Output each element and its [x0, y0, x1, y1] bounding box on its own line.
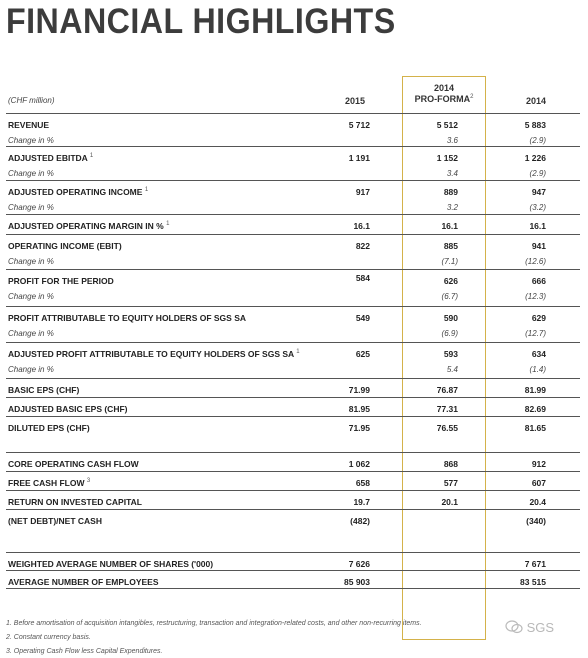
row-divider — [6, 552, 580, 553]
value-2014: 83 515 — [520, 577, 546, 587]
row-divider — [6, 397, 580, 398]
value-2014: 947 — [531, 187, 546, 197]
footnote-ref: 1 — [89, 153, 94, 160]
row-label-text: RETURN ON INVESTED CAPITAL — [8, 497, 142, 507]
value-2015: 7 626 — [348, 559, 370, 569]
footnote: 3. Operating Cash Flow less Capital Expenditures. — [6, 648, 163, 655]
row-label — [8, 497, 142, 507]
row-divider — [6, 471, 580, 472]
footnote-ref: 1 — [166, 221, 170, 228]
value-2014-proforma: 77.31 — [436, 404, 458, 414]
row-label — [8, 241, 122, 251]
row-divider — [6, 490, 580, 491]
row-divider — [6, 378, 580, 379]
footnote-ref: 1 — [296, 349, 300, 356]
value-2015: 658 — [355, 478, 370, 488]
value-2014-proforma: 76.55 — [436, 423, 458, 433]
row-divider — [6, 452, 580, 453]
row-divider — [6, 570, 580, 571]
change-2014: (12.6) — [525, 257, 546, 266]
change-label: Change in % — [8, 365, 54, 374]
row-label — [8, 221, 169, 231]
value-2014: 82.69 — [524, 404, 546, 414]
header-proforma-text: PRO-FORMA — [414, 94, 471, 104]
footnote: 1. Before amortisation of acquisition intangibles, restructuring, transaction and integration-related costs, and other non-recurring items. — [6, 620, 422, 627]
value-2014-proforma: 590 — [443, 313, 458, 323]
change-2014: (12.7) — [525, 329, 546, 338]
value-2015: 71.95 — [348, 423, 370, 433]
value-2014: 1 226 — [524, 153, 546, 163]
header-2014-proforma-label — [404, 94, 484, 104]
row-divider — [6, 306, 580, 307]
row-label-text: ADJUSTED EBITDA — [8, 153, 88, 163]
row-label — [8, 276, 114, 286]
value-2014: 912 — [531, 459, 546, 469]
value-2014: 666 — [531, 276, 546, 286]
value-2015: (482) — [350, 516, 370, 526]
change-2014-proforma: (6.7) — [441, 292, 458, 301]
value-2015: 625 — [355, 349, 370, 359]
row-label-text: ADJUSTED BASIC EPS (CHF) — [8, 404, 128, 414]
row-label-text: (NET DEBT)/NET CASH — [8, 516, 102, 526]
row-label-text: ADJUSTED OPERATING INCOME — [8, 187, 143, 197]
value-2015: 81.95 — [348, 404, 370, 414]
change-2014-proforma: 3.4 — [446, 169, 458, 178]
row-label-text: ADJUSTED OPERATING MARGIN IN % — [8, 221, 164, 231]
value-2014-proforma: 20.1 — [441, 497, 458, 507]
value-2015: 917 — [355, 187, 370, 197]
footnote: 2. Constant currency basis. — [6, 634, 91, 641]
change-2014-proforma: (6.9) — [441, 329, 458, 338]
value-2014: 941 — [531, 241, 546, 251]
value-2014: 20.4 — [529, 497, 546, 507]
value-2015: 5 712 — [348, 120, 370, 130]
value-2014-proforma: 593 — [443, 349, 458, 359]
row-label-text: FREE CASH FLOW — [8, 478, 85, 488]
row-label — [8, 577, 159, 587]
value-2015: 71.99 — [348, 385, 370, 395]
value-2014-proforma: 1 152 — [436, 153, 458, 163]
change-2014: (2.9) — [529, 169, 546, 178]
row-divider — [6, 509, 580, 510]
change-2014: (12.3) — [525, 292, 546, 301]
change-label: Change in % — [8, 292, 54, 301]
row-label — [8, 187, 148, 197]
value-2014: 5 883 — [524, 120, 546, 130]
header-2015: 2015 — [344, 96, 366, 106]
footnote-ref: 3 — [86, 478, 91, 485]
row-label — [8, 349, 300, 359]
value-2015: 16.1 — [353, 221, 370, 231]
change-2014: (3.2) — [529, 203, 546, 212]
wechat-icon — [505, 620, 523, 634]
change-label: Change in % — [8, 203, 54, 212]
value-2015: 549 — [355, 313, 370, 323]
row-divider — [6, 269, 580, 270]
value-2015: 584 — [355, 273, 370, 283]
header-2014: 2014 — [525, 96, 547, 106]
row-label — [8, 516, 102, 526]
value-2014-proforma: 76.87 — [436, 385, 458, 395]
row-divider — [6, 588, 580, 589]
row-divider — [6, 180, 580, 181]
row-label-text: PROFIT FOR THE PERIOD — [8, 276, 114, 286]
value-2015: 19.7 — [353, 497, 370, 507]
row-label-text: OPERATING INCOME (EBIT) — [8, 241, 122, 251]
row-label — [8, 459, 139, 469]
value-2014: 7 671 — [524, 559, 546, 569]
change-2014-proforma: 3.6 — [446, 136, 458, 145]
value-2015: 1 062 — [348, 459, 370, 469]
row-label-text: BASIC EPS (CHF) — [8, 385, 80, 395]
value-2014-proforma: 577 — [443, 478, 458, 488]
value-2014: 634 — [531, 349, 546, 359]
change-2014: (2.9) — [529, 136, 546, 145]
value-2014-proforma: 889 — [443, 187, 458, 197]
change-label: Change in % — [8, 136, 54, 145]
row-divider — [6, 234, 580, 235]
value-2014-proforma: 868 — [443, 459, 458, 469]
footnote-ref: 1 — [144, 187, 149, 194]
row-label-text: AVERAGE NUMBER OF EMPLOYEES — [8, 577, 159, 587]
change-2014: (1.4) — [529, 365, 546, 374]
page-title: FINANCIAL HIGHLIGHTS — [6, 2, 396, 41]
row-divider — [6, 416, 580, 417]
change-label: Change in % — [8, 257, 54, 266]
row-label-text: REVENUE — [8, 120, 50, 130]
row-label-text: PROFIT ATTRIBUTABLE TO EQUITY HOLDERS OF SGS SA — [8, 313, 247, 323]
value-2014: 629 — [531, 313, 546, 323]
row-divider — [6, 146, 580, 147]
value-2014: 607 — [531, 478, 546, 488]
row-label — [8, 478, 90, 488]
row-label — [8, 120, 49, 130]
change-2014-proforma: 5.4 — [446, 365, 458, 374]
sgs-logo — [505, 620, 554, 635]
row-label-text: CORE OPERATING CASH FLOW — [8, 459, 139, 469]
value-2015: 85 903 — [344, 577, 370, 587]
value-2014: 81.99 — [524, 385, 546, 395]
row-label-text: WEIGHTED AVERAGE NUMBER OF SHARES ('000) — [8, 559, 214, 569]
unit-label: (CHF million) — [8, 96, 55, 105]
change-label: Change in % — [8, 329, 54, 338]
value-2014: (340) — [526, 516, 546, 526]
row-label — [8, 423, 90, 433]
logo-text: SGS — [526, 620, 555, 635]
row-divider — [6, 342, 580, 343]
value-2015: 1 191 — [348, 153, 370, 163]
row-label-text: DILUTED EPS (CHF) — [8, 423, 90, 433]
row-label-text: ADJUSTED PROFIT ATTRIBUTABLE TO EQUITY HOLDERS OF SGS SA — [8, 349, 294, 359]
change-label: Change in % — [8, 169, 54, 178]
row-label — [8, 153, 93, 163]
value-2015: 822 — [355, 241, 370, 251]
value-2014-proforma: 626 — [443, 276, 458, 286]
value-2014-proforma: 5 512 — [436, 120, 458, 130]
value-2014-proforma: 16.1 — [441, 221, 458, 231]
change-2014-proforma: 3.2 — [446, 203, 458, 212]
value-2014: 81.65 — [524, 423, 546, 433]
header-proforma-footnote-ref: 2 — [470, 94, 474, 100]
header-2014-proforma-year: 2014 — [433, 83, 455, 93]
value-2014-proforma: 885 — [443, 241, 458, 251]
row-label — [8, 313, 246, 323]
row-divider — [6, 214, 580, 215]
row-label — [8, 559, 213, 569]
change-2014-proforma: (7.1) — [441, 257, 458, 266]
row-divider — [6, 113, 580, 114]
row-label — [8, 404, 127, 414]
row-label — [8, 385, 79, 395]
value-2014: 16.1 — [529, 221, 546, 231]
